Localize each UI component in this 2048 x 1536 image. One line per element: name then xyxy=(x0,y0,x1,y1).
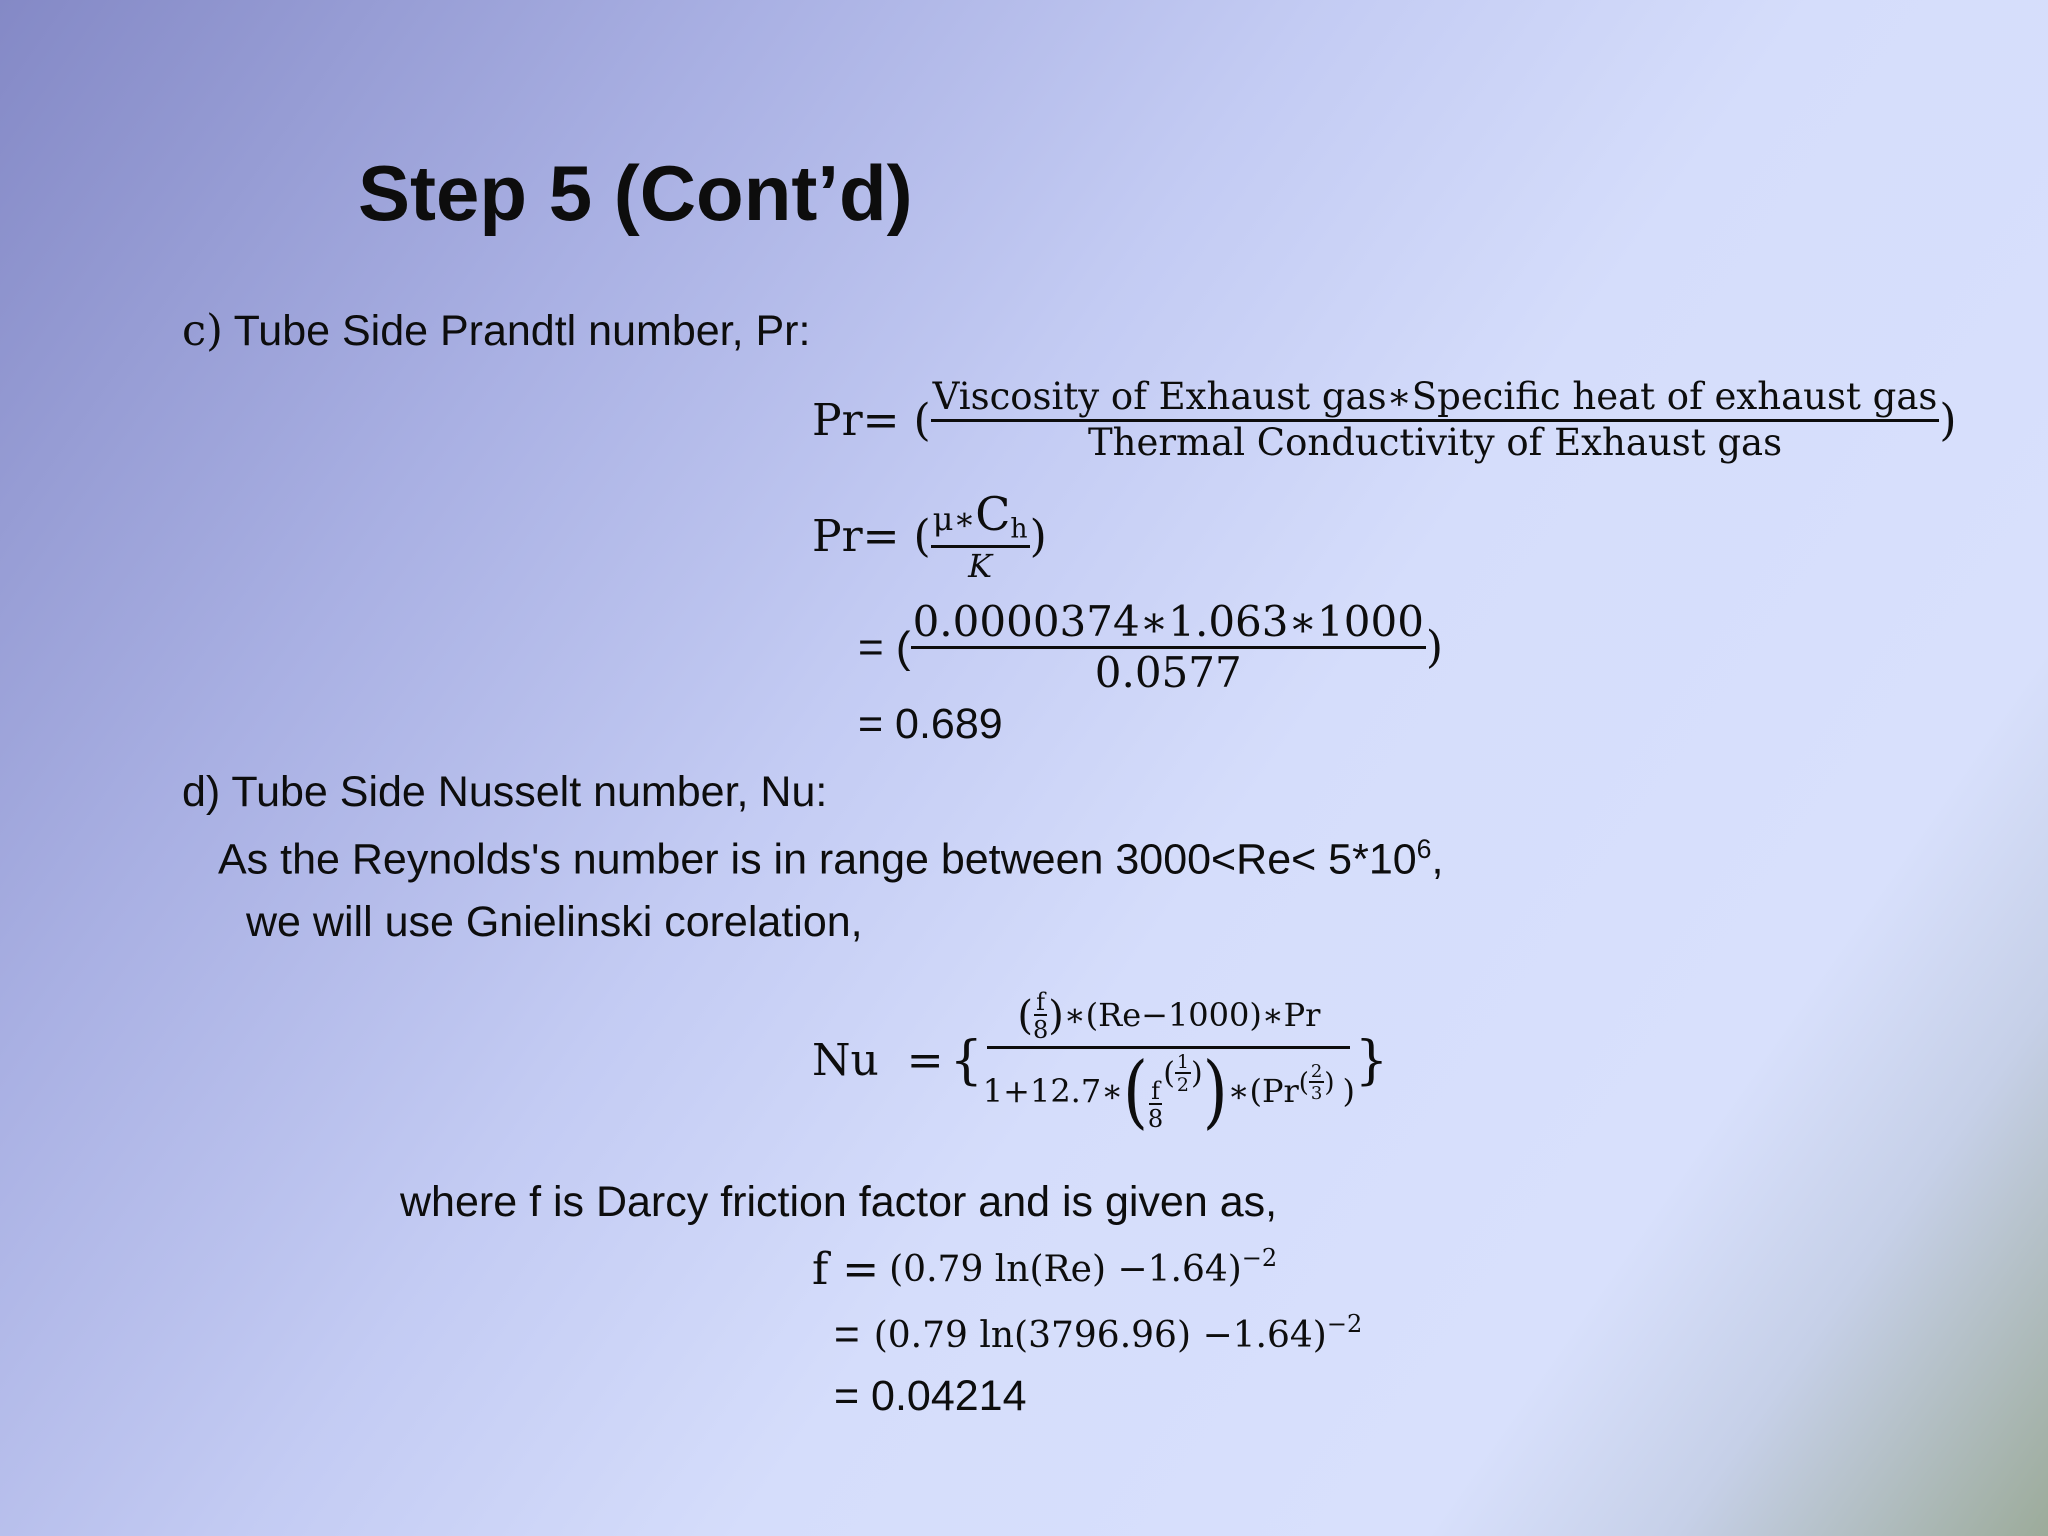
nu-denominator xyxy=(982,1045,1356,1139)
eq2-mu: μ∗ xyxy=(932,500,976,538)
nu-num-f-over-8 xyxy=(1033,990,1048,1042)
eq2-lhs: Pr= ( xyxy=(812,511,931,563)
nu-fraction xyxy=(982,988,1356,1139)
eq2-numerator xyxy=(931,487,1030,548)
f-eq1-lhs: f = xyxy=(812,1244,880,1295)
gnielinski-intro-text: we will use Gnielinski corelation, xyxy=(246,898,863,946)
reynolds-range-main: As the Reynolds's number is in range between 3000<Re< 5*10 xyxy=(218,835,1417,884)
friction-factor-result: = 0.04214 xyxy=(834,1372,1027,1420)
nu-exp-paren-open: ( xyxy=(1163,1056,1175,1091)
nu-num-8: 8 xyxy=(1032,1016,1049,1044)
nu-pr-exp-paren-close: ) xyxy=(1324,1068,1335,1098)
nu-pr-exp-paren-open: ( xyxy=(1298,1068,1309,1098)
eq1-numerator: Viscosity of Exhaust gas∗Specific heat of exhaust gas xyxy=(931,378,1940,422)
nu-close-brace: } xyxy=(1355,1030,1389,1091)
nu-exp-one: 1 xyxy=(1176,1051,1190,1073)
f-eq1-rhs: (0.79 ln(Re) −1.64) xyxy=(889,1249,1242,1290)
prandtl-symbolic-equation xyxy=(812,487,1047,586)
eq2-close: ) xyxy=(1029,511,1047,563)
section-d-heading: d) Tube Side Nusselt number, Nu: xyxy=(182,768,828,816)
friction-factor-substituted xyxy=(834,1310,1362,1360)
nu-den-bigparen-open: ( xyxy=(1122,1045,1148,1139)
nu-exp-two: 2 xyxy=(1176,1074,1190,1096)
nu-pr-exp-two: 2 xyxy=(1310,1061,1323,1082)
eq2-denominator: K xyxy=(968,547,993,586)
nu-den-mid: ∗(Pr xyxy=(1227,1072,1299,1111)
reynolds-range-end: , xyxy=(1431,835,1444,884)
nu-den-end: ) xyxy=(1342,1072,1356,1111)
nu-num-paren-close: ) xyxy=(1048,993,1064,1039)
prandtl-numeric-equation xyxy=(858,597,1444,698)
eq2-c: C xyxy=(975,487,1011,541)
nu-pr-exp-two-thirds xyxy=(1309,1063,1324,1103)
f-eq2-lhs: = xyxy=(834,1310,860,1359)
section-c-heading xyxy=(182,306,810,356)
nu-den-f: f xyxy=(1151,1077,1160,1105)
darcy-friction-text: where f is Darcy friction factor and is given as, xyxy=(400,1178,1278,1226)
section-c-label: Tube Side Prandtl number, Pr: xyxy=(233,307,811,355)
eq1-denominator: Thermal Conductivity of Exhaust gas xyxy=(1087,420,1783,464)
nu-num-rest: ∗(Re−1000)∗Pr xyxy=(1063,996,1321,1035)
nu-exp-paren-close: ) xyxy=(1191,1056,1203,1091)
nu-den-bigparen-close: ) xyxy=(1202,1045,1228,1139)
nu-num-paren-open: ( xyxy=(1017,993,1033,1039)
prandtl-result: = 0.689 xyxy=(858,700,1003,748)
eq3-fraction xyxy=(911,597,1426,698)
reynolds-range-text xyxy=(218,834,1443,884)
nu-den-8: 8 xyxy=(1147,1105,1164,1133)
eq1-fraction xyxy=(931,375,1940,464)
friction-factor-formula xyxy=(812,1244,1277,1295)
eq3-denominator: 0.0577 xyxy=(1094,648,1242,698)
eq2-fraction xyxy=(931,487,1030,586)
eq2-sub-h: h xyxy=(1010,513,1028,545)
eq1-close: ) xyxy=(1939,394,1957,446)
nu-open-brace: { xyxy=(949,1030,983,1091)
f-eq1-exp: −2 xyxy=(1241,1244,1278,1272)
f-eq2-rhs: (0.79 ln(3796.96) −1.64) xyxy=(873,1314,1327,1356)
nu-lhs: Nu = xyxy=(812,1035,944,1086)
nu-exp-half xyxy=(1175,1053,1191,1095)
nusselt-equation xyxy=(812,988,1389,1139)
prandtl-definition-equation xyxy=(812,375,1957,464)
nu-den-prefix: 1+12.7∗ xyxy=(982,1072,1123,1111)
eq3-numerator: 0.0000374∗1.063∗1000 xyxy=(911,600,1426,649)
f-eq2-exp: −2 xyxy=(1326,1310,1363,1338)
eq3-lhs: = ( xyxy=(858,622,911,672)
nu-den-f-over-8 xyxy=(1148,1079,1163,1131)
eq3-close: ) xyxy=(1425,622,1444,674)
section-c-prefix: c) xyxy=(182,306,223,356)
nu-num-f: f xyxy=(1036,988,1046,1016)
slide-title: Step 5 (Cont’d) xyxy=(358,149,913,237)
nu-pr-exponent xyxy=(1299,1063,1335,1103)
eq1-lhs: Pr= ( xyxy=(812,394,931,446)
nu-den-exponent xyxy=(1163,1053,1203,1095)
nu-numerator xyxy=(987,990,1350,1049)
nu-pr-exp-three: 3 xyxy=(1310,1083,1323,1104)
reynolds-range-exponent: 6 xyxy=(1416,834,1432,864)
